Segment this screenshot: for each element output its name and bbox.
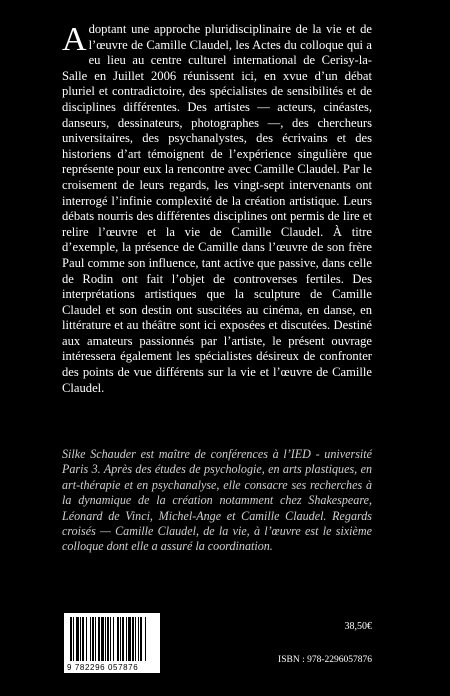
barcode-bars (70, 617, 154, 661)
barcode-bar (82, 617, 84, 661)
barcode-bar (132, 617, 134, 661)
barcode-bar (135, 617, 136, 661)
barcode-bar (76, 617, 79, 661)
barcode-bar (120, 617, 121, 661)
isbn: ISBN : 978-2296057876 (278, 655, 372, 665)
barcode-digits: 9 782296 057876 (67, 663, 139, 672)
barcode-bar (86, 617, 87, 661)
barcode-bar (92, 617, 94, 661)
price: 38,50€ (344, 621, 372, 632)
description-body: doptant une approche pluridisciplinaire de la vie et de l’œuvre de Camille Claudel, les Actes du colloque qui a eu lieu au centre culturel international de Cerisy-la-Salle en Juillet 2006 réunissent ici, en xvue d’un débat pluriel et contradictoire, des spécialistes de sensibilités et de disciplines différentes. Des artistes — acteurs, cinéastes, danseurs, dessinateurs, photographes —, des chercheurs universitaires, des psychanalystes, des écrivains et des historiens d’art témoignent de l’expérience singulière que représente pour eux la rencontre avec Camille Claudel. Par le croisement de leurs regards, les vingt-sept intervenants ont interrogé l’infinie complexité de la création artistique. Leurs débats nourris des différentes disciplines ont permis de lire et relire l’œuvre et la vie de Camille Claudel. À titre d’exemple, la présence de Camille dans l’œuvre de son frère Paul comme son influence, tant active que passive, dans celle de Rodin ont fait l’objet de controverses fertiles. Des interprétations artistiques que la sculpture de Camille Claudel et son destin ont suscitées au cinéma, en danse, en littérature et au théâtre sont ici exposées et discutées. Destiné aux amateurs passionnés par l’artiste, le présent ouvrage intéressera également les spécialistes désireux de confronter des points de vue différents sur la vie et l’œuvre de Camille Claudel. (62, 22, 372, 395)
barcode-bar (95, 617, 96, 661)
barcode-bar (80, 617, 81, 661)
description-text (62, 22, 372, 396)
barcode-bar (101, 617, 104, 661)
barcode-bar (128, 617, 131, 661)
barcode-bar (140, 617, 142, 661)
barcode-bar (107, 617, 109, 661)
barcode (64, 613, 160, 673)
author-bio: Silke Schauder est maître de conférences à l’IED - université Paris 3. Après des études de psychologie, en arts plastiques, en art-thérapie et en psychanalyse, elle consacre ses recherches à la dynamique de la création notamment chez Shakespeare, Léonard de Vinci, Michel-Ange et Camille Claudel. Regards croisés — Camille Claudel, de la vie, à l’œuvre est le sixième colloque dont elle a assuré la coordination. (62, 447, 372, 554)
barcode-bar (98, 617, 100, 661)
barcode-bar (70, 617, 72, 661)
drop-cap: A (62, 21, 87, 58)
barcode-bar (90, 617, 91, 661)
barcode-bar (145, 617, 146, 661)
barcode-bar (73, 617, 74, 661)
barcode-bar (117, 617, 119, 661)
barcode-bar (138, 617, 139, 661)
barcode-bar (122, 617, 124, 661)
barcode-bar (105, 617, 106, 661)
barcode-bar (126, 617, 127, 661)
barcode-bar (113, 617, 114, 661)
barcode-bar (110, 617, 111, 661)
